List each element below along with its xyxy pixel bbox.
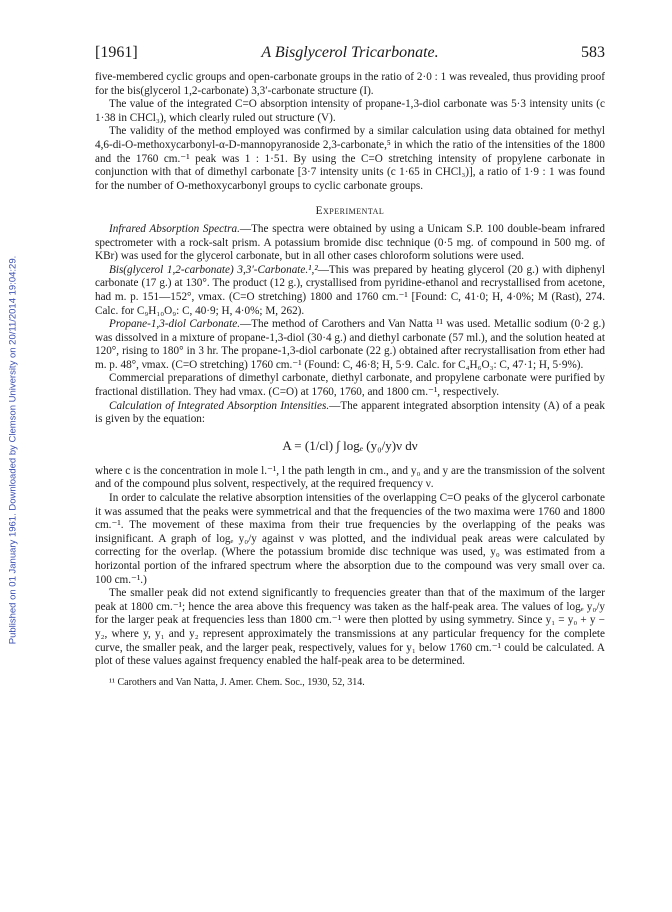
paragraph-equation-terms: where c is the concentration in mole l.⁻¹, l the path length in cm., and y₀ and y are the transmission of the solvent and of the compound plus solvent, respectively, at the required frequency ν. — [95, 464, 605, 491]
page-number: 583 — [581, 44, 605, 61]
header-title: A Bisglycerol Tricarbonate. — [261, 44, 439, 61]
run-in-heading: Infrared Absorption Spectra. — [109, 222, 240, 235]
paragraph-text: —The method of Carothers and Van Natta ¹¹ was used. Metallic sodium (0·2 g.) was dissolved in a mixture of propane-1,3-diol (30·4 g.) and diethyl carbonate (57 ml.), and the solution heated at 120°, rising to 180° in 3 hr. The propane-1,3-diol carbonate (22 g.) obtained after recrystallisation from ether had m. p. 48°, νmax. (C=O stretching) 1760 cm.⁻¹ (Found: C, 46·8; H, 5·9. Calc. for C₄H₆O₃: C, 47·1; H, 5·9%). — [95, 318, 605, 371]
section-heading-experimental: Experimental — [315, 205, 385, 218]
download-watermark — [6, 150, 20, 750]
run-in-heading: Bis(glycerol 1,2-carbonate) 3,3′-Carbonate.¹,² — [109, 263, 318, 276]
paragraph-infrared-spectra — [95, 223, 605, 264]
download-watermark-text: Published on 01 January 1961. Downloaded by Clemson University on 20/11/2014 19:04:29. — [7, 255, 19, 645]
article-body — [95, 71, 605, 689]
paragraph-bisglycerol-prep — [95, 264, 605, 318]
integral-equation: A = (1/cl) ∫ logₑ (y₀/y)ν dν — [282, 437, 418, 453]
paragraph-method-validity: The validity of the method employed was confirmed by a similar calculation using data obtained for methyl 4,6-di-O-methoxycarbonyl-α-D-mannopyranoside 2,3-carbonate,⁵ in which the ratio of the intensities of the 1800 and the 1760 cm.⁻¹ peak was 1 : 1·51. By using the C=O stretching intensity of propylene carbonate in conjunction with that of dimethyl carbonate [3·7 intensity units (c 1·65 in CHCl₃)], a ratio of 1·9 : 1 was found for the number of O-methoxycarbonyl groups to cyclic carbonate groups. — [95, 125, 605, 192]
paragraph-text: —This was prepared by heating glycerol (20 g.) with diphenyl carbonate (17 g.) at 130°. The product (12 g.), crystallised from pyridine-ethanol and recrystallised from acetone, had m. p. 151—152°, νmax. (C=O stretching) 1800 and 1760 cm.⁻¹ [Found: C, 41·0; H, 4·0%; M (Rast), 274. Calc. for C₉H₁₀O₉: C, 40·9; H, 4·0%; M, 262). — [95, 263, 606, 317]
paragraph-commercial-preparations: Commercial preparations of dimethyl carbonate, diethyl carbonate, and propylene carbonate were purified by fractional distillation. They had νmax. (C=O) at 1760, 1760, and 1800 cm.⁻¹, respectively. — [95, 372, 605, 399]
running-header — [95, 44, 605, 64]
paragraph-propanediol-intensity: The value of the integrated C=O absorption intensity of propane-1,3-diol carbonate was 5·3 intensity units (c 1·38 in CHCl₃), which clearly ruled out structure (V). — [95, 98, 605, 124]
run-in-heading: Propane-1,3-diol Carbonate. — [109, 318, 240, 331]
run-in-heading: Calculation of Integrated Absorption Intensities. — [109, 399, 330, 412]
paragraph-half-peak-area: The smaller peak did not extend significantly to frequencies greater than that of the maximum of the larger peak at 1800 cm.⁻¹; hence the area above this frequency was taken as the half-peak area. The values of logₑ y₀/y for the larger peak at frequencies less than 1800 cm.⁻¹ were then plotted by using symmetry. Since y₁ = y₀ + y − y₂, where y, y₁ and y₂ represent approximately the transmissions at any particular frequency for the complete curve, the smaller peak, and the larger peak, respectively, values for y₁ below 1760 cm.⁻¹ could be calculated. A plot of these values against frequency enabled the half-peak area to be determined. — [95, 587, 605, 668]
paragraph-overlap-method: In order to calculate the relative absorption intensities of the overlapping C=O peaks of the glycerol carbonate it was assumed that the peaks were symmetrical and that the frequencies of the two maxima were 1760 and 1800 cm.⁻¹. The movement of these maxima from their true frequencies by the overlapping of the peaks was insignificant. A graph of logₑ y₀/y against ν was plotted, and the individual peak areas were calculated by correcting for the overlap. (Where the potassium bromide disc technique was used, y₀ was estimated from a horizontal portion of the infrared spectrum where the absorption due to the compound was very small over ca. 100 cm.⁻¹.) — [95, 492, 605, 586]
paragraph-propanediol-prep — [95, 318, 605, 372]
paragraph-calculation — [95, 400, 605, 427]
paragraph-text: —The apparent integrated absorption intensity (A) of a peak is given by the equation: — [95, 399, 605, 426]
header-year: [1961] — [95, 44, 138, 61]
footnote: ¹¹ Carothers and Van Natta, J. Amer. Chem. Soc., 1930, 52, 314. — [109, 676, 365, 688]
paragraph-text: —The spectra were obtained by using a Unicam S.P. 100 double-beam infrared spectrometer with a rock-salt prism. A potassium bromide disc technique (0·5 mg. of compound in 500 mg. of KBr) was used for the glycerol carbonate, but in all other cases chloroform solutions were used. — [95, 222, 605, 263]
paragraph-continuation: five-membered cyclic groups and open-carbonate groups in the ratio of 2·0 : 1 was revealed, thus providing proof for the bis(glycerol 1,2-carbonate) 3,3′-carbonate structure (I). — [95, 71, 605, 97]
